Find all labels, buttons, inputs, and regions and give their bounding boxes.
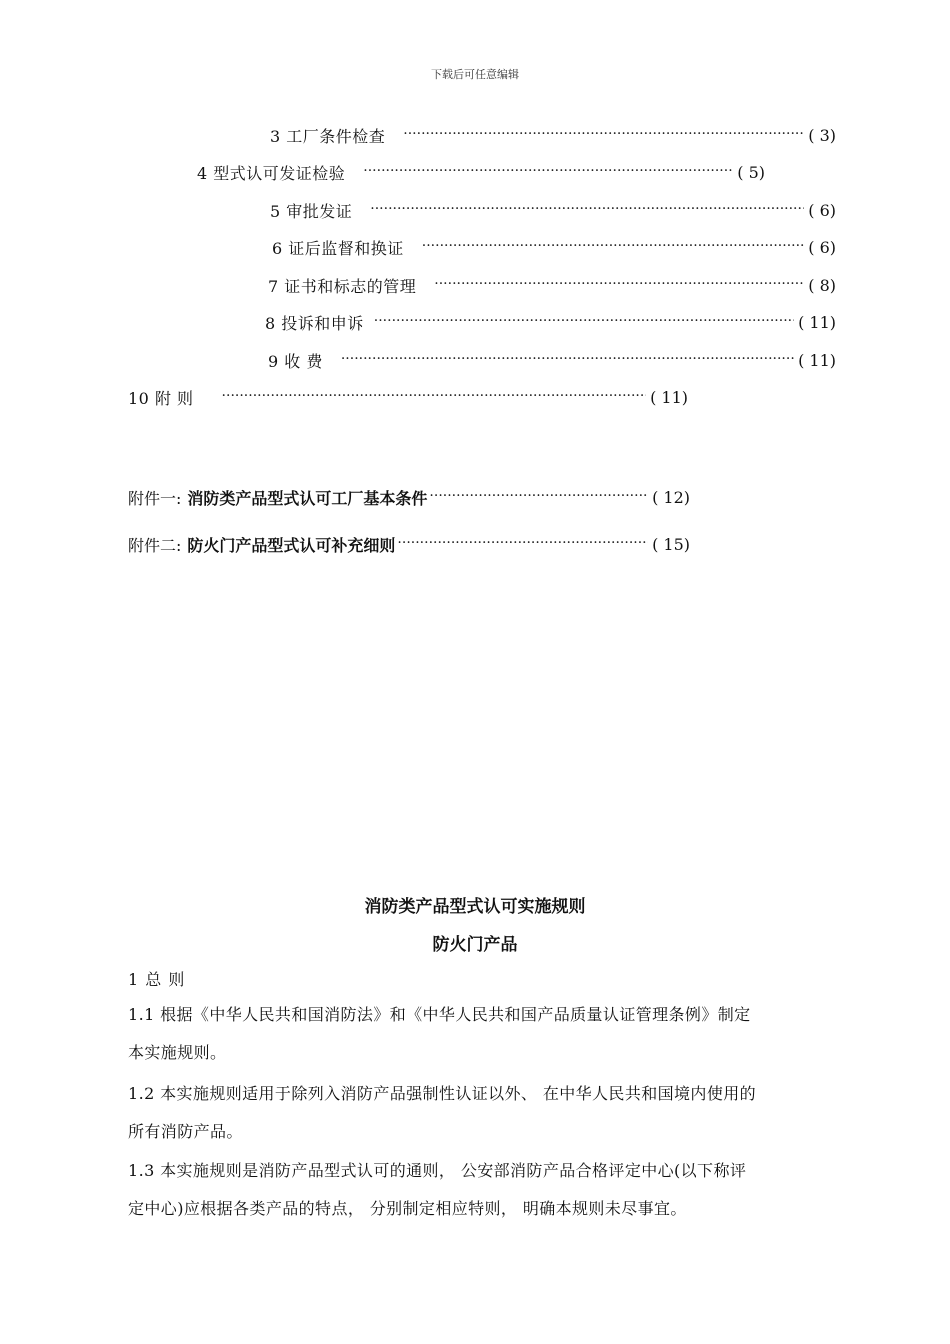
clause-line: 1.3 本实施规则是消防产品型式认可的通则， 公安部消防产品合格评定中心(以下称评 — [128, 1161, 747, 1180]
appendix-page: ( 15) — [652, 534, 690, 554]
clause-paragraph — [128, 1152, 836, 1228]
toc-entry-label: 6 证后监督和换证 — [272, 238, 404, 258]
toc-entry[interactable] — [272, 235, 836, 259]
toc-entry-label: 4 型式认可发证检验 — [197, 163, 346, 183]
appendix-title: 消防类产品型式认可工厂基本条件 — [187, 488, 428, 508]
toc-entry-page: ( 11) — [650, 387, 688, 407]
toc-leader-dots — [403, 126, 804, 142]
section-heading: 1 总 则 — [128, 970, 186, 989]
page-header: 下载后可任意编辑 — [431, 68, 519, 81]
toc-entry-label: 9 收 费 — [268, 351, 323, 371]
toc-entry-page: ( 5) — [737, 162, 765, 182]
appendix-prefix: 附件一: — [128, 488, 182, 508]
toc-leader-dots — [341, 351, 794, 367]
toc-leader-dots — [374, 313, 794, 329]
toc-entry[interactable] — [128, 385, 688, 409]
toc-entry-label: 3 工厂条件检查 — [270, 126, 386, 146]
toc-entry-label: 8 投诉和申诉 — [265, 313, 364, 333]
toc-leader-dots — [429, 488, 648, 504]
toc-entry[interactable] — [268, 348, 836, 372]
clause-line: 所有消防产品。 — [128, 1122, 243, 1141]
clause-paragraph — [128, 1075, 836, 1151]
clause-line: 1.1 根据《中华人民共和国消防法》和《中华人民共和国产品质量认证管理条例》制定 — [128, 1005, 751, 1024]
clause-paragraph — [128, 996, 836, 1072]
toc-leader-dots — [363, 163, 733, 179]
toc-entry-label: 5 审批发证 — [270, 201, 353, 221]
toc-entry-page: ( 11) — [798, 312, 836, 332]
toc-leader-dots — [434, 276, 804, 292]
toc-leader-dots — [222, 388, 647, 404]
toc-entry-label: 10 附 则 — [128, 388, 194, 408]
appendix-entry[interactable] — [128, 532, 690, 556]
appendix-title: 防火门产品型式认可补充细则 — [187, 535, 396, 555]
toc-entry-page: ( 3) — [808, 125, 836, 145]
clause-line: 1.2 本实施规则适用于除列入消防产品强制性认证以外、 在中华人民共和国境内使用的 — [128, 1084, 757, 1103]
toc-leader-dots — [370, 201, 804, 217]
appendix-page: ( 12) — [652, 487, 690, 507]
toc-leader-dots — [422, 238, 804, 254]
toc-entry-page: ( 6) — [808, 200, 836, 220]
toc-entry[interactable] — [265, 310, 836, 334]
document-subtitle: 防火门产品 — [432, 935, 518, 955]
toc-entry[interactable] — [197, 160, 765, 184]
appendix-prefix: 附件二: — [128, 535, 182, 555]
toc-entry-label: 7 证书和标志的管理 — [268, 276, 417, 296]
appendix-entry[interactable] — [128, 485, 690, 509]
toc-leader-dots — [397, 535, 648, 551]
toc-entry-page: ( 8) — [808, 275, 836, 295]
toc-entry[interactable] — [268, 273, 836, 297]
document-title: 消防类产品型式认可实施规则 — [364, 897, 586, 917]
toc-entry[interactable] — [270, 123, 836, 147]
toc-entry-page: ( 6) — [808, 237, 836, 257]
toc-entry-page: ( 11) — [798, 350, 836, 370]
toc-entry[interactable] — [270, 198, 836, 222]
clause-line: 本实施规则。 — [128, 1043, 227, 1062]
clause-line: 定中心)应根据各类产品的特点， 分别制定相应特则， 明确本规则未尽事宜。 — [128, 1199, 687, 1218]
